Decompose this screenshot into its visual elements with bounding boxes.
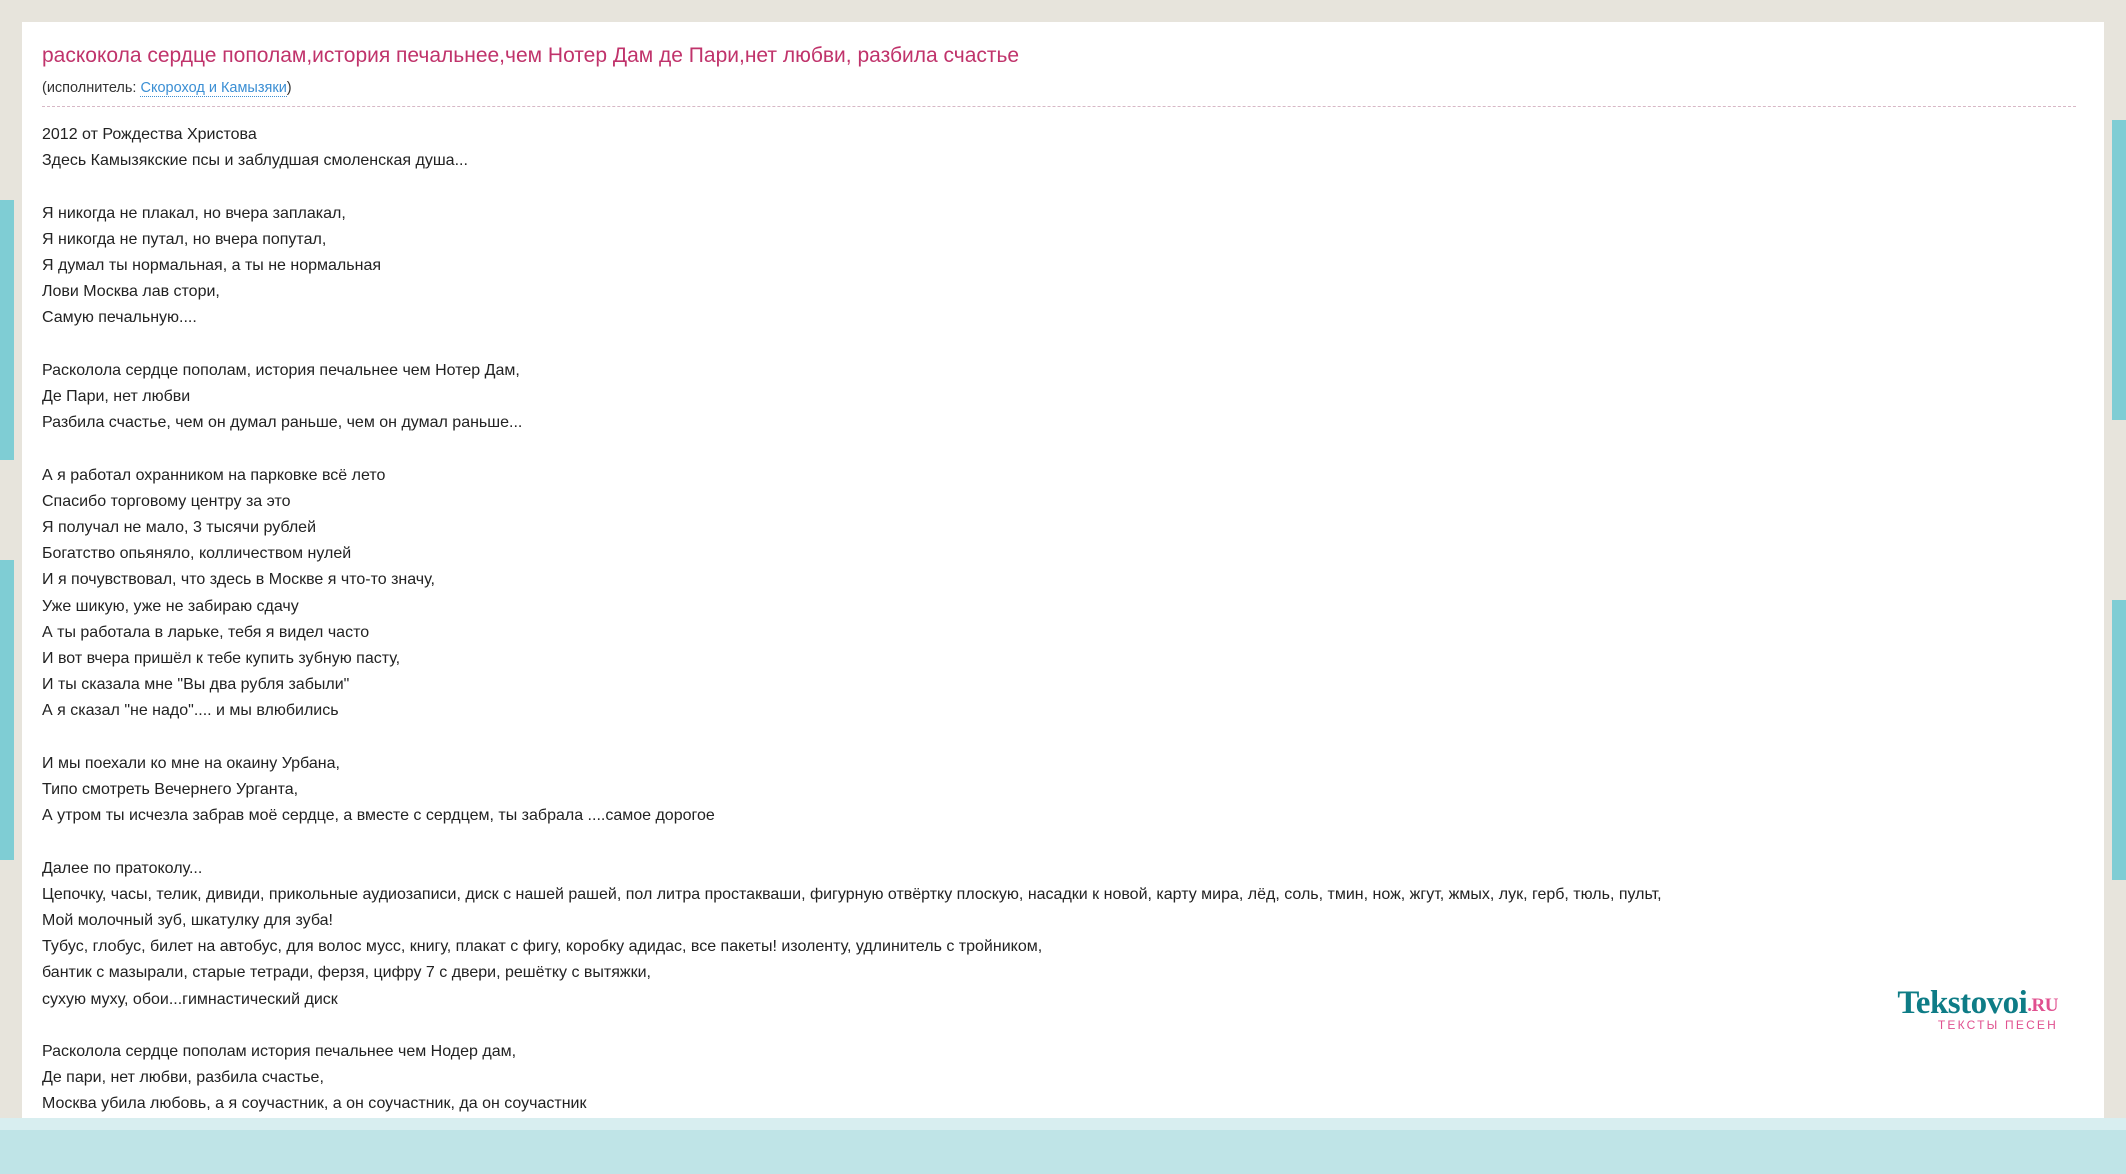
lyrics-line: Расколола сердце пополам история печальнее чем Нодер дам, — [42, 1043, 517, 1061]
lyrics-line: А я работал охранником на парковке всё лето — [42, 466, 386, 484]
lyrics-line: Я получал не мало, 3 тысячи рублей — [42, 519, 317, 536]
bottom-band — [0, 1130, 2126, 1174]
decorative-teal-strip-left-lower — [0, 560, 14, 860]
frame-right-border — [2104, 0, 2126, 1174]
bottom-band-light — [0, 1118, 2126, 1130]
decorative-teal-strip-right-upper — [2112, 120, 2126, 420]
lyrics-line: Далее по пратоколу... — [42, 859, 203, 877]
lyrics-line: А ты работала в ларьке, тебя я видел часто — [42, 623, 370, 641]
logo-name: Tekstovoi — [1897, 985, 2028, 1021]
logo-wordmark — [1897, 985, 2058, 1022]
lyrics-line: Уже шикую, уже не забираю сдачу — [42, 597, 299, 615]
lyrics-line: А я сказал "не надо".... и мы влюбились — [42, 702, 339, 720]
lyrics-line: Я никогда не путал, но вчера попутал, — [42, 230, 327, 248]
lyrics-line: Я никогда не плакал, но вчера заплакал, — [42, 204, 346, 222]
lyrics-blank-line — [42, 174, 2098, 200]
lyrics-line: бантик с мазырали, старые тетради, ферзя, цифру 7 с двери, решётку с вытяжки, — [42, 964, 651, 982]
performer-prefix-label: (исполнитель: — [42, 80, 141, 96]
lyrics-line: Самую печальную.... — [42, 309, 197, 327]
lyrics-blank-line — [42, 829, 2098, 855]
lyrics-line: И ты сказала мне "Вы два рубля забыли" — [42, 676, 350, 694]
decorative-teal-strip-left-upper — [0, 200, 14, 460]
lyrics-blank-line — [42, 332, 2098, 358]
lyrics-line: Цепочку, часы, телик, дивиди, прикольные аудиозаписи, диск с нашей рашей, пол литра простакваши, фигурную отвёртку плоскую, насадки к новой, карту мира, лёд, соль, тмин, нож, жгут, жмых, лук, герб, тюль, пульт, — [42, 885, 1662, 903]
lyrics-line: И я почувствовал, что здесь в Москве я что-то значу, — [42, 571, 435, 589]
lyrics-line: Москва убила любовь, а я соучастник, а он соучастник, да он соучастник — [42, 1095, 587, 1113]
lyrics-line: Расколола сердце пополам, история печальнее чем Нотер Дам, — [42, 361, 520, 379]
lyrics-line: Мой молочный зуб, шкатулку для зуба! — [42, 912, 333, 930]
lyrics-blank-line — [42, 436, 2098, 462]
lyrics-blank-line — [42, 725, 2098, 751]
lyrics-line: 2012 от Рождества Христова — [42, 126, 257, 143]
logo-tagline: ТЕКСТЫ ПЕСЕН — [1937, 1018, 2058, 1032]
lyrics-line: И мы поехали ко мне на окаину Урбана, — [42, 754, 340, 772]
lyrics-line: Де Пари, нет любви — [42, 388, 191, 405]
frame-left-border — [0, 0, 22, 1174]
performer-line — [42, 80, 292, 96]
lyrics-line: Тубус, глобус, билет на автобус, для волос мусс, книгу, плакат с фигу, коробку адидас, все пакеты! изоленту, удлинитель с тройником, — [42, 938, 1043, 956]
lyrics-text — [42, 122, 2098, 1118]
logo-tld: .RU — [2027, 995, 2058, 1016]
lyrics-line: Типо смотреть Вечернего Урганта, — [42, 781, 299, 799]
performer-suffix-label: ) — [286, 80, 292, 96]
site-logo[interactable] — [1897, 985, 2058, 1032]
lyrics-line: И вот вчера пришёл к тебе купить зубную пасту, — [42, 650, 401, 668]
lyrics-line: Я думал ты нормальная, а ты не нормальная — [42, 257, 381, 274]
lyrics-line: Спасибо торговому центру за это — [42, 492, 291, 510]
lyrics-line: А утром ты исчезла забрав моё сердце, а вместе с сердцем, ты забрала ....самое дорогое — [42, 807, 715, 825]
page-title: раскокола сердце пополам,история печальнее,чем Нотер Дам де Пари,нет любви, разбила счастье — [42, 44, 1020, 67]
lyrics-line: Здесь Камызякские псы и заблудшая смоленская душа... — [42, 152, 468, 170]
lyrics-line: Де пари, нет любви, разбила счастье, — [42, 1069, 324, 1087]
lyrics-line: Лови Москва лав стори, — [42, 283, 220, 301]
lyrics-line: сухую муху, обои...гимнастический диск — [42, 990, 338, 1008]
performer-link[interactable]: Скороход и Камызяки — [140, 80, 287, 96]
title-divider — [42, 106, 2076, 107]
frame-top-border — [0, 0, 2126, 22]
lyrics-sheet — [22, 22, 2104, 1118]
lyrics-blank-line — [42, 1013, 2098, 1039]
lyrics-line: Разбила счастье, чем он думал раньше, чем он думал раньше... — [42, 414, 523, 432]
lyrics-line: Богатство опьяняло, колличеством нулей — [42, 545, 352, 563]
decorative-teal-strip-right-lower — [2112, 600, 2126, 880]
